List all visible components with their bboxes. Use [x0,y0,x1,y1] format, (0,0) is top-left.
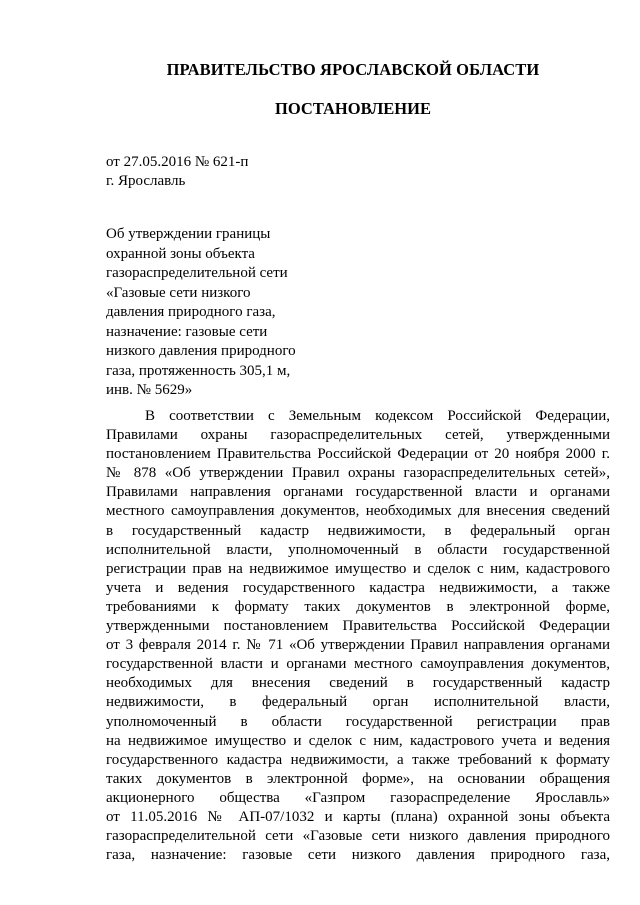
subject-line: охранной зоны объекта [106,245,255,262]
body-line: регистрации прав на недвижимое имущество и сделок с ним, кадастрового [106,560,610,577]
body-line: государственного кадастра недвижимости, а также требований к формату [106,751,610,768]
body-line: государственной власти и органами местного самоуправления документов, [106,656,610,673]
body-line: от 11.05.2016 № АП-07/1032 и карты (плана) охранной зоны объекта [106,808,610,825]
subject-line: Об утверждении границы [106,226,271,242]
body-line: исполнительной власти, уполномоченный в области государственной [106,541,610,558]
body-line: от 3 февраля 2014 г. № 71 «Об утверждении Правил направления органами [106,637,610,654]
city: г. Ярославль [106,173,186,189]
body-line: местного самоуправления документов, необходимых для внесения сведений [106,503,610,520]
body-line: недвижимости, в федеральный орган исполнительной власти, [106,694,610,711]
body-line: газа, назначение: газовые сети низкого давления природного газа, [106,847,610,864]
body-line: Правилами направления органами государственной власти и органами [106,484,610,501]
body-line: уполномоченный в области государственной регистрации прав [106,713,610,730]
subject-line: инв. № 5629» [106,382,193,398]
government-title: ПРАВИТЕЛЬСТВО ЯРОСЛАВСКОЙ ОБЛАСТИ [166,60,540,79]
subject-line: назначение: газовые сети [106,323,268,340]
body-line: таких документов в электронной форме», на основании обращения [106,770,610,787]
document-type-heading: ПОСТАНОВЛЕНИЕ [275,99,431,118]
body-line: газораспределительной сети «Газовые сети низкого давления природного [106,828,610,845]
body-line: утвержденными постановлением Правительства Российской Федерации [106,618,610,635]
body-line: № 878 «Об утверждении Правил охраны газораспределительных сетей», [106,465,610,482]
body-line: на недвижимое имущество и сделок с ним, кадастрового учета и ведения [106,732,610,749]
subject-line: низкого давления природного [106,343,296,359]
body-line: необходимых для внесения сведений в государственный кадастр [106,675,610,692]
date-and-number: от 27.05.2016 № 621-п [106,154,249,170]
body-paragraph [106,407,610,865]
subject-line: давления природного газа, [106,304,276,320]
body-line: В соответствии с Земельным кодексом Российской Федерации, [145,408,610,424]
body-line: в государственный кадастр недвижимости, в федеральный орган [106,522,610,539]
subject-line: газораспределительной сети [106,265,288,281]
body-line: акционерного общества «Газпром газораспределение Ярославль» [106,789,610,806]
document-subject [106,225,321,401]
body-line: Правилами охраны газораспределительных сетей, утвержденными [106,427,610,444]
document-meta [106,153,248,191]
subject-line: «Газовые сети низкого [106,284,251,301]
body-line: учета и ведения государственного кадастра недвижимости, а также [106,579,610,596]
body-line: требованиями к формату таких документов в электронной форме, [106,598,610,615]
body-line: постановлением Правительства Российской Федерации от 20 ноября 2000 г. [106,446,610,463]
subject-line: газа, протяженность 305,1 м, [106,362,291,379]
